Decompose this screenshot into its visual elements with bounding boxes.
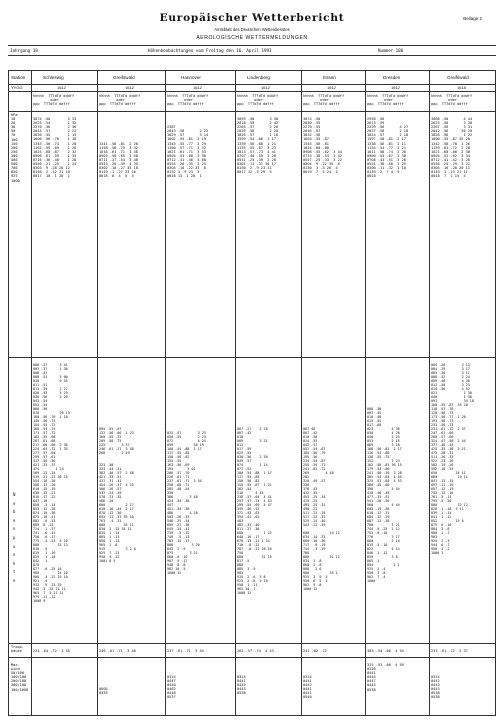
station-time: 1612: [125, 85, 134, 90]
code-header: hhhhh TTTdTd dddff oder ppp TTTdTd ddfff: [167, 94, 209, 107]
nebenpunkte-label: N e b e n p u n k t e: [13, 492, 16, 583]
sig-levels-greifswald-18: 004 -26 3 13 004 -29 3 17 005 -30 3 11 008 -42 2 24 009 -48 4 38 012 -50 3 23 014 -56 4 52 021 1 30 040 1 30 091 34 18 100 -55 -87 35 20 118 -57 -76 128 -58 -73 173 -56 -77 1 26 193 -58 -73 231 -58 -73 231 -61 -72 2 37 247 -61 -66 260 -57 -66 324 -47 -58 2 44 377 -40 -45 425 -33 -38 3 21 472 -28 -31 511 -26 -33 522 -23 -26 582 -19 -26 592 -18 -53 650 34 11 800 24 11 841 -13 -15 897 -11 -16 697 -12 -19 743 -12 -16 761 -5 -13 795 -5 -20 800 32 12 826 -1 -18 5 11 839 -1 -14 841 1 -12 852 15 6 875 6 -10 884 3 -8 900 1 -7 903 925 2 -3 944 6 -7 950 4 -2 1000 1: [431, 363, 474, 555]
std-levels-hannover: 2387 2043 -58 2 22 1829 -57 3 14 1602 -55 -81 2 19 1345 -55 -77 2 29 1160 -57 -71 3 32 1021 -61 -71 3 53 0905 -53 -60 3 50 0712 -41 -46 4 60 0555 -26 -35 3 25 0304 -10 -22 33 8 0152 3 -9 23 3 0018 13 -1 20 1: [167, 125, 209, 179]
tropopause-label: Tropo- pause: [11, 645, 24, 654]
document-subtitle: Amtsblatt des Deutschen Wetterdienstes: [214, 27, 290, 32]
code-header: hhhhh TTTdTd dddff oder ppp TTTdTd ddfff: [33, 94, 75, 107]
std-levels-lindenberg: 3059 -50 3 38 2818 -59 2 42 2265 -57 2 26 2039 -58 2 20 1826 -57 1 16 1599 -54 -86 1 17 1339 -56 -88 1 21 1155 -55 -87 3 23 1013 -57 -73 4 41 0707 -40 -59 3 28 0551 -25 -39 2 28 0301 -11 -31 36 17 0150 2 -9 23 11 0017 12 -5 29 5: [237, 117, 279, 175]
code-header: hhhhh TTTdTd dddff oder ppp TTTdTd ddfff: [99, 94, 141, 107]
std-levels-dresden: 2958 -56 2613 -59 2259 -56 4 27 2037 -58 2 18 1824 -57 2 18 1597 -58 -81 2 17 1338 -56 -81 2 11 1154 -54 -77 2 21 1011 -58 -74 2 26 0900 -54 -67 2 30 0708 -43 -51 3 26 0551 -30 -50 1 25 0300 -11 -32 1 18 0149 -2 7 4 9 0018: [367, 117, 409, 179]
data-table: [8, 70, 496, 716]
tropo-dresden: 303 -54 -66 4 54: [367, 649, 404, 653]
std-levels-greifswald: 1341 -56 -81 2 28 1158 -56 -75 3 32 1016 -61 -71 3 48 0903 -58 -65 3 50 0711 -37 -54 3 40 0553 -26 -49 4 35 0302 -10 -27 35 18 0149 -1 -27 33 16 0018 8 4 5 4: [99, 141, 138, 179]
standard-level-labels: hPa 10 20 30 50 70 100 150 200 250 300 400 500 700 850 925 1000: [11, 113, 20, 183]
sig-levels-essen: 007 46 007 -42 010 -58 024 -55 042 -57 052 -54 -87 185 -56 -79 195 -56 234 -54 -87 255 -59 -72 241 -62 -72 269 4 48 282 320 -49 -57 336 378 -43 412 -35 455 -25 -34 475 -25 495 -25 -31 498 -21 511 -22 -29 517 -22 -32 525 -24 -40 543 -22 -49 600 24 12 634 -14 -33 668 -16 -36 717 -9 -19 744 -3 -19 788 800 31 12 834 1 -8 868 2 -8 888 2 6 900 35 1 925 3 9 5 950 6 5 5 962 9 -8 1000 12: [303, 427, 340, 591]
maxwind-essen: 0324 0441 0442 0441 0441 0540: [303, 675, 312, 700]
std-levels-schleswig: 3074 -50 5 33 2625 -54 1 32 2270 -56 2 36 2044 -57 2 22 1830 -55 1 15 1600 -56 -78 1 18 1345 -56 -74 1 28 1162 -59 -89 1 28 1024 -60 -87 2 32 0906 -61 -59 1 35 0716 -36 -40 1 28 0556 -21 -25 1 24 0303 9 -28 26 12 0146 2 -52 31 10 0017 10 1 20 1: [33, 117, 77, 179]
document-title: Europäischer Wetterbericht: [159, 12, 345, 24]
maxwind-label: Max- wind 50/100 100/100 200/100 300/100 100/1000: [11, 663, 29, 692]
info-bar: [8, 45, 496, 56]
station-name: Greifswald: [113, 75, 135, 80]
station-time: 1612: [391, 85, 400, 90]
tropo-greifswald: 246 -61 -71 3 46: [99, 649, 136, 653]
code-header: hhhhh TTTdTd dddff oder ppp TTTdTd ddfff: [431, 94, 473, 107]
maxwind-lindenberg: 0324 0441 0445 0443 0538: [237, 675, 246, 696]
station-time: 1612: [57, 85, 66, 90]
tropo-hannover: 237 -61 -71 3 54: [167, 649, 204, 653]
station-time: 1612: [261, 85, 270, 90]
station-time: 1612: [193, 85, 202, 90]
observation-date: Höhenbeobachtungen vom Freitag den 16. April 1993: [148, 48, 272, 53]
code-header: hhhhh TTTdTd dddff oder ppp TTTdTd ddfff: [367, 94, 409, 107]
station-name: Lindenberg: [247, 75, 270, 80]
tropo-schleswig: 224 -64 -72 1 35: [33, 649, 70, 653]
maxwind-dresden: 315 -53 -66 4 59 0326 0441 0444 0447 0445 0538: [367, 663, 404, 692]
maxwind-greifswald: 0605 0535: [99, 687, 108, 696]
station-name: Dresden: [383, 75, 401, 80]
tropo-lindenberg: 262 -57 -74 4 43: [237, 649, 274, 653]
issue-number: Nummer 106: [378, 48, 404, 53]
sig-levels-greifswald: 095 -55 -67 132 -56 -86 1 23 160 -55 -72 209 -58 -75 225 3 37 246 -61 -71 3 48 268 2 49 323 -48 353 -44 -51 382 -40 -57 2 48 421 -33 -51 437 -31 -41 454 -26 -47 4 25 506 -26 -57 537 -24 -49 578 -13 -35 586 -20 600 2 17 610 -16 -44 2 17 678 -12 -30 693 -11 -31 35 16 763 -4 -31 800 35 11 830 2 -25 34 11 835 1 -14 885 1 -13 890 1 -13 905 1 -8 915 3 2 6 925 7 -23 950 4 -22 1001 8 5: [99, 427, 136, 563]
station-label: Station: [11, 75, 26, 80]
maxwind-hannover: 0324 0447 0440 0462 0448 0537: [167, 675, 176, 700]
sig-levels-hannover: 025 -57 3 23 050 -55 2 23 072 4 24 099 36 19 100 -54 -88 1 17 117 -55 -85 150 -56 -82 155 -55 163 -56 -69 195 3 01 206 -57 -70 226 -61 -71 237 -61 -71 3 54 258 -60 -71 285 -48 -54 358 386 3 48 424 -34 -38 447 451 -34 -38 486 4 28 503 -26 -35 546 -25 -54 609 -27 -38 645 -24 -41 739 -5 -32 749 -5 -13 763 -15 -17 800 3 20 843 2 -9 875 3 21 888 -8 -10 907 9 -17 940 8 -8 962 10 -5 1000 12: [167, 431, 206, 575]
station-name: Essen: [323, 75, 336, 80]
maxwind-greifswald-18: 0324 0442 0443 0443 0538 0538: [431, 675, 440, 700]
sig-levels-schleswig: 008 -37 3 41 007 -37 1 36 008 -47 008 -53 5 00 010 6 55 011 -51 013 -59 1 27 020 -53 5 29 030 -56 5 20 043 -54 052 -54 060 -56 070 26 15 100 -56 -76 1 18 149 -56 -75 154 -55 -72 160 -54 -75 171 -57 -72 182 -55 -68 207 -61 -68 217 -60 -68 2 36 224 -64 -72 1 35 277 -57 -64 299 -57 -61 317 -50 -56 421 -33 -37 474 1 24 509 -22 -24 519 -21 -23 36 25 554 -18 -20 588 -17 -20 610 -15 -19 630 -12 -21 810 -17 -22 847 -18 850 -3 -14 853 -12 -28 874 -10 -38 875 -18 -41 882 -6 -53 889 8 -23 724 1 -37 741 -6 -41 756 -6 -17 775 -4 -23 4 10 800 15 13 810 5 819 1 -16 829 1 -18 842 1 870 877 -6 -25 16 900 24 10 908 -4 -22 25 10 921 -4 933 9 23 25 942 3 -25 21 11 965 7 5 21 11 979 -11 -12 1000 9: [33, 363, 70, 603]
station-name: Hannover: [181, 75, 201, 80]
station-time: 1612: [327, 85, 336, 90]
sig-levels-lindenberg: 007 -27 2 28 007 -42 010 009 3 31 012 017 -59 025 -55 030 -56 2 30 049 -57 074 1 14 077 -52 100 -54 -88 1 17 117 -55 -85 150 -56 -82 155 -55 -87 1 21 162 -54 216 4 45 238 -57 -64 4 41 257 -57 -74 4 43 299 -54 -69 4 47 349 -46 -53 372 -43 -63 394 -41 -62 403 482 -31 -40 511 -27 -36 600 1 22 640 -16 -17 670 -13 -21 1 24 710 -8 -22 787 -8 -22 28 16 750 800 31 15 817 -5 880 885 3 -9 903 915 2 -6 5 8 925 2 -8 5 10 950 1 -11 962 10 -7 1000 12: [237, 427, 272, 595]
tropo-greifswald-18: 231 -61 -72 2 37: [431, 649, 468, 653]
section-heading: AEROLOGISCHE WETTERMELDUNGEN: [196, 35, 308, 41]
station-time: 1618: [457, 85, 466, 90]
sig-levels-dresden: 008 -38 007 -45 010 -48 015 -55 017 -60 023 4 36 030 4 28 040 3 25 053 2 15 069 3 18 100 -56 -81 2 17 116 -54 -88 138 -55 -75 152 1 23 162 -58 -81 36 15 179 -54 -80 241 -58 -76 3 28 305 -54 -64 4 54 325 -53 -64 4 53 380 -45 -60 390 4 54 418 -40 -45 477 -33 -51 541 -28 -56 560 4 44 603 -19 -58 610 -17 -31 684 -12 -29 687 -11 -30 700 3 21 744 -9 -25 2 12 755 -9 -18 776 3 17 800 2 16 815 -5 -16 822 4 14 846 -1 -12 859 3 8 865 -1 894 2 1 925 2 -4 950 3 -8 962 7 -4 1000: [367, 407, 402, 583]
jahrgang: Jahrgang 18: [10, 48, 38, 53]
code-header: hhhhh TTTdTd dddff oder ppp TTTdTd ddfff: [303, 94, 345, 107]
station-name: Greifswald: [447, 75, 469, 80]
code-header: hhhhh TTTdTd dddff oder ppp TTTdTd ddfff: [237, 94, 279, 107]
std-levels-essen: 3074 -50 2830 -55 2270 -55 2046 -57 1832 -56 1603 -55 -87 1345 -56 -81 1024 -60 -88 0908 -55 -62 3 44 0715 -38 -54 3 42 0557 -25 -33 3 22 0304 9 -22 35 6 0150 3 -5 26 4 0019 7 5 24 5: [303, 117, 342, 175]
std-levels-greifswald-18: 3068 -50 4 44 2625 -58 3 38 2267 -56 3 31 2042 -56 36 20 1828 -56 1 22 1600 -55 -87 35 20 1342 -56 -78 1 26 1159 -61 -72 2 28 1021 -60 -66 2 40 0905 -52 -62 3 34 0712 -41 -42 3 28 0556 -25 -29 3 22 0304 -10 -28 20 11 0149 1 -13 21 11 0018 7 1 15 4: [431, 117, 473, 179]
station-name: Schleswig: [43, 75, 64, 80]
tropo-essen: 241 -62 -72: [303, 649, 327, 653]
beilage-label: Beilage 2: [463, 16, 482, 21]
yygg-label: YYGG: [11, 85, 23, 90]
